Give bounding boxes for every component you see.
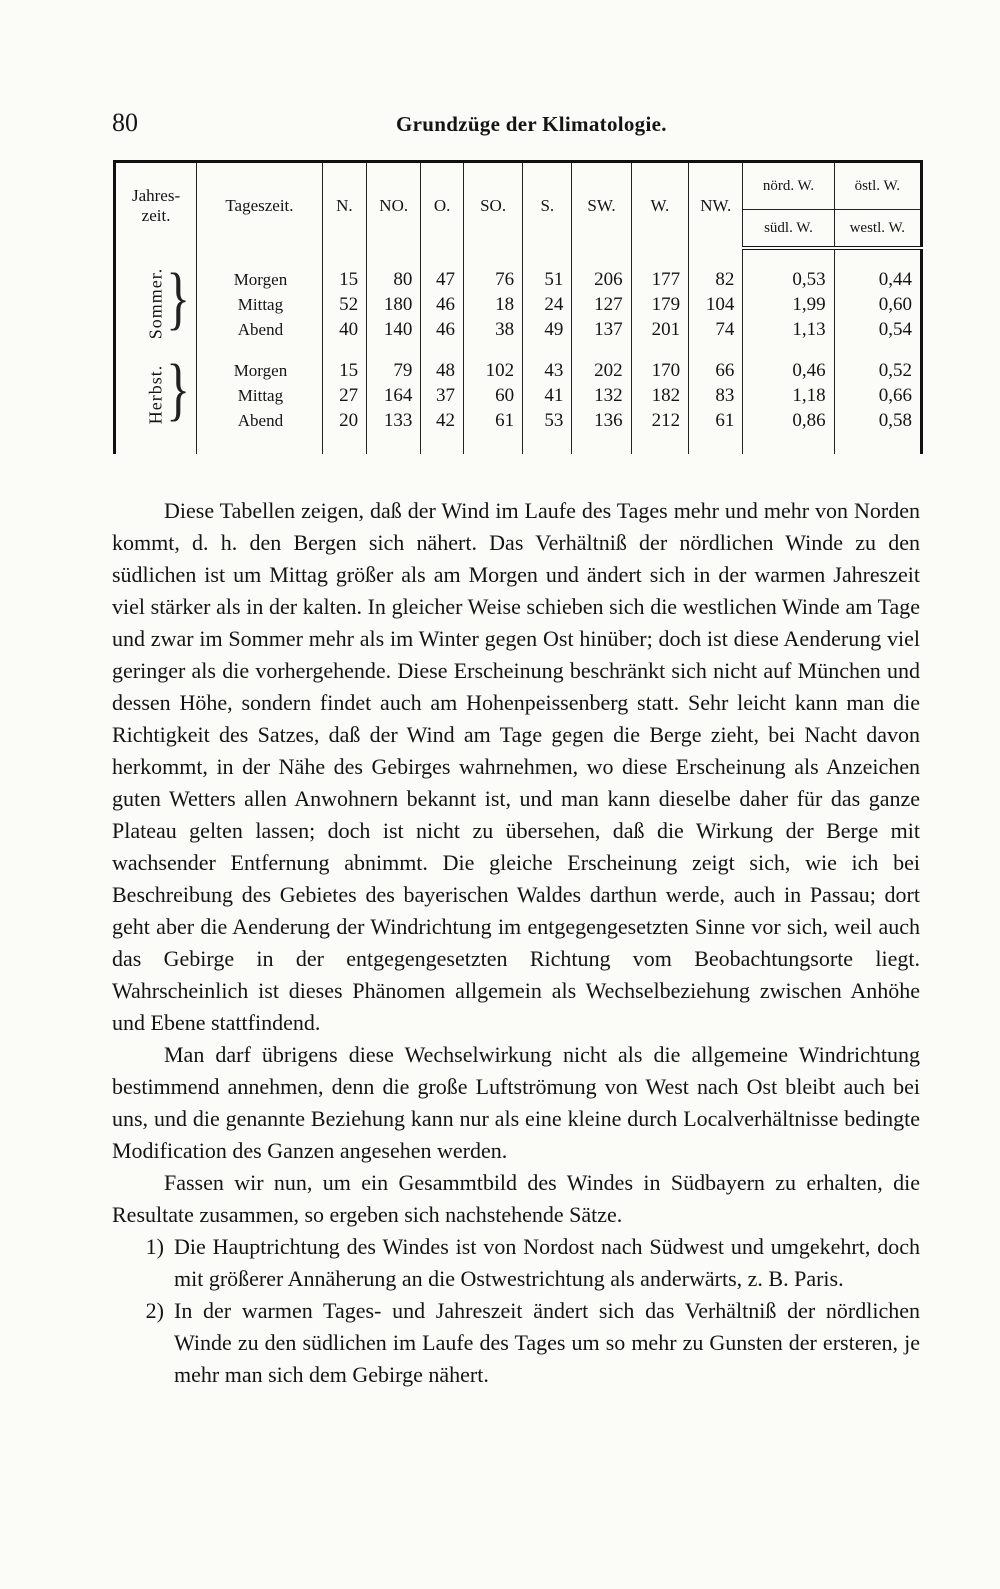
value-cell: 83 bbox=[689, 382, 743, 407]
ratio2-cell: 0,54 bbox=[834, 316, 921, 341]
time-cell: Mittag bbox=[197, 291, 323, 316]
value-cell: 140 bbox=[367, 316, 421, 341]
value-cell: 43 bbox=[523, 357, 572, 382]
value-cell: 53 bbox=[523, 407, 572, 432]
value-cell: 102 bbox=[464, 357, 523, 382]
value-cell: 206 bbox=[572, 266, 631, 291]
header-dir-so: SO. bbox=[464, 162, 523, 249]
ratio2-cell: 0,66 bbox=[834, 382, 921, 407]
header-ratio2-bottom: westl. W. bbox=[834, 210, 921, 249]
value-cell: 74 bbox=[689, 316, 743, 341]
header-ratio1-bottom: südl. W. bbox=[743, 210, 834, 249]
value-cell: 202 bbox=[572, 357, 631, 382]
table-spacer bbox=[115, 248, 922, 266]
ratio2-cell: 0,58 bbox=[834, 407, 921, 432]
value-cell: 37 bbox=[421, 382, 464, 407]
page-header bbox=[0, 108, 1000, 148]
value-cell: 127 bbox=[572, 291, 631, 316]
header-season: Jahres- zeit. bbox=[115, 162, 197, 249]
season-label: Herbst. bbox=[145, 364, 166, 424]
value-cell: 104 bbox=[689, 291, 743, 316]
header-ratio2-top: östl. W. bbox=[834, 162, 921, 210]
value-cell: 51 bbox=[523, 266, 572, 291]
table-row bbox=[115, 382, 922, 407]
value-cell: 20 bbox=[322, 407, 366, 432]
ratio1-cell: 1,13 bbox=[743, 316, 834, 341]
value-cell: 66 bbox=[689, 357, 743, 382]
season-cell-autumn bbox=[115, 348, 197, 432]
value-cell: 136 bbox=[572, 407, 631, 432]
ratio2-cell: 0,60 bbox=[834, 291, 921, 316]
header-dir-s: S. bbox=[523, 162, 572, 249]
header-dir-sw: SW. bbox=[572, 162, 631, 249]
paragraph: Man darf übrigens diese Wechselwirkung nicht als die allgemeine Windrichtung bestimmend annehmen, denn die große Luftströmung von West nach Ost bleibt auch bei uns, und die genannte Beziehung kann nur als eine kleine durch Localverhältnisse bedingte Modification des Ganzen angesehen werden. bbox=[112, 1042, 920, 1163]
value-cell: 61 bbox=[689, 407, 743, 432]
value-cell: 80 bbox=[367, 266, 421, 291]
time-cell: Mittag bbox=[197, 382, 323, 407]
header-ratio1-top: nörd. W. bbox=[743, 162, 834, 210]
body-text bbox=[112, 495, 920, 1391]
season-label: Sommer. bbox=[145, 267, 166, 339]
table-row bbox=[115, 291, 922, 316]
list-text: Die Hauptrichtung des Windes ist von Nordost nach Südwest und umgekehrt, doch mit größerer Annäherung an die Ostwestrichtung als anderwärts, z. B. Paris. bbox=[174, 1234, 920, 1291]
value-cell: 15 bbox=[322, 266, 366, 291]
time-cell: Morgen bbox=[197, 357, 323, 382]
list-text: In der warmen Tages- und Jahreszeit ändert sich das Verhältniß der nördlichen Winde zu den südlichen im Laufe des Tages um so mehr zu Gunsten der ersteren, je mehr man sich dem Gebirge nähert. bbox=[174, 1298, 920, 1387]
table-header-row bbox=[115, 162, 922, 210]
list-number: 2) bbox=[145, 1298, 164, 1323]
value-cell: 212 bbox=[631, 407, 689, 432]
header-dir-no: NO. bbox=[367, 162, 421, 249]
table-row bbox=[115, 357, 922, 382]
table-spacer bbox=[115, 341, 922, 357]
ratio1-cell: 0,46 bbox=[743, 357, 834, 382]
value-cell: 40 bbox=[322, 316, 366, 341]
table-row bbox=[115, 407, 922, 432]
header-dir-nw: NW. bbox=[689, 162, 743, 249]
wind-direction-table bbox=[113, 160, 923, 454]
value-cell: 179 bbox=[631, 291, 689, 316]
value-cell: 177 bbox=[631, 266, 689, 291]
table-row bbox=[115, 316, 922, 341]
value-cell: 27 bbox=[322, 382, 366, 407]
value-cell: 170 bbox=[631, 357, 689, 382]
header-dir-n: N. bbox=[322, 162, 366, 249]
value-cell: 47 bbox=[421, 266, 464, 291]
value-cell: 46 bbox=[421, 316, 464, 341]
value-cell: 48 bbox=[421, 357, 464, 382]
paragraph: Diese Tabellen zeigen, daß der Wind im Laufe des Tages mehr und mehr von Norden kommt, d. h. den Bergen sich nähert. Das Verhältniß der nördlichen Winde zu den südlichen ist um Mittag größer als am Morgen und ändert sich in der warmen Jahreszeit viel stärker als in der kalten. In gleicher Weise schieben sich die westlichen Winde am Tage und zwar im Sommer mehr als im Winter gegen Ost hinüber; doch ist diese Aenderung viel geringer als die vorhergehende. Diese Erscheinung beschränkt sich nicht auf München und dessen Höhe, sondern findet auch am Hohenpeissenberg statt. Sehr leicht kann man die Richtigkeit des Satzes, daß der Wind am Tage gegen die Berge zieht, bei Nacht davon herkommt, in der Nähe des Gebirges wahrnehmen, wo diese Erscheinung als Anzeichen guten Wetters allen Anwohnern bekannt ist, und man kann dieselbe daher für das ganze Plateau gelten lassen; doch ist nicht zu übersehen, daß die Wirkung der Berge mit wachsender Entfernung abnimmt. Die gleiche Erscheinung zeigt sich, wie ich bei Beschreibung des Gebietes des bayerischen Waldes darthun werde, auch in Passau; dort geht aber die Aenderung der Windrichtung im entgegengesetzten Sinne vor sich, weil auch das Gebirge in der entgegengesetzten Richtung vom Beobachtungsorte liegt. Wahrscheinlich ist dieses Phänomen allgemein als Wechselbeziehung zwischen Anhöhe und Ebene stattfindend. bbox=[112, 498, 920, 1035]
value-cell: 60 bbox=[464, 382, 523, 407]
value-cell: 182 bbox=[631, 382, 689, 407]
list-number: 1) bbox=[145, 1234, 164, 1259]
ratio1-cell: 1,99 bbox=[743, 291, 834, 316]
ratio1-cell: 0,86 bbox=[743, 407, 834, 432]
list-item bbox=[112, 1231, 920, 1295]
season-cell-summer bbox=[115, 257, 197, 341]
table-spacer bbox=[115, 432, 922, 454]
ratio2-cell: 0,52 bbox=[834, 357, 921, 382]
value-cell: 42 bbox=[421, 407, 464, 432]
brace-mark: } bbox=[166, 257, 191, 337]
value-cell: 180 bbox=[367, 291, 421, 316]
time-cell: Abend bbox=[197, 407, 323, 432]
value-cell: 76 bbox=[464, 266, 523, 291]
value-cell: 38 bbox=[464, 316, 523, 341]
value-cell: 18 bbox=[464, 291, 523, 316]
value-cell: 79 bbox=[367, 357, 421, 382]
running-head: Grundzüge der Klimatologie. bbox=[396, 112, 667, 136]
table-row bbox=[115, 266, 922, 291]
wind-table-container bbox=[113, 160, 923, 454]
header-dir-w: W. bbox=[631, 162, 689, 249]
value-cell: 52 bbox=[322, 291, 366, 316]
value-cell: 49 bbox=[523, 316, 572, 341]
value-cell: 133 bbox=[367, 407, 421, 432]
page-number: 80 bbox=[112, 108, 138, 137]
value-cell: 137 bbox=[572, 316, 631, 341]
value-cell: 15 bbox=[322, 357, 366, 382]
paragraph: Fassen wir nun, um ein Gesammtbild des Windes in Südbayern zu erhalten, die Resultate zusammen, so ergeben sich nachstehende Sätze. bbox=[112, 1170, 920, 1227]
value-cell: 201 bbox=[631, 316, 689, 341]
value-cell: 24 bbox=[523, 291, 572, 316]
ratio2-cell: 0,44 bbox=[834, 266, 921, 291]
value-cell: 82 bbox=[689, 266, 743, 291]
value-cell: 61 bbox=[464, 407, 523, 432]
time-cell: Morgen bbox=[197, 266, 323, 291]
header-timeofday: Tageszeit. bbox=[197, 162, 323, 249]
ratio1-cell: 0,53 bbox=[743, 266, 834, 291]
value-cell: 41 bbox=[523, 382, 572, 407]
value-cell: 132 bbox=[572, 382, 631, 407]
ratio1-cell: 1,18 bbox=[743, 382, 834, 407]
time-cell: Abend bbox=[197, 316, 323, 341]
list-item bbox=[112, 1295, 920, 1391]
value-cell: 46 bbox=[421, 291, 464, 316]
value-cell: 164 bbox=[367, 382, 421, 407]
brace-mark: } bbox=[166, 348, 191, 428]
header-dir-o: O. bbox=[421, 162, 464, 249]
